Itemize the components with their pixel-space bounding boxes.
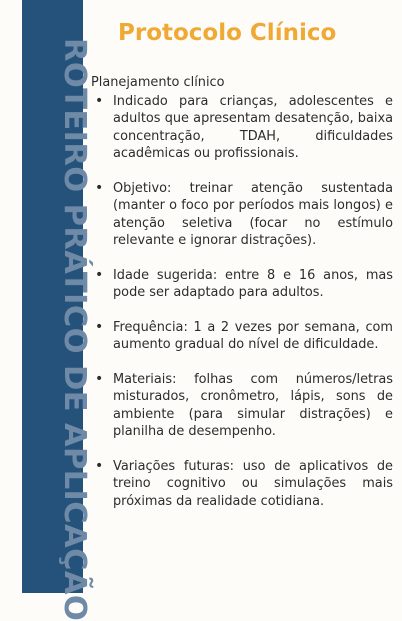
list-item-age: • Idade sugerida: entre 8 e 16 anos, mas pode ser adaptado para adultos. [91,267,393,302]
section-heading: Planejamento clínico [91,75,225,90]
sidebar-vertical-title: ROTEIRO PRÁTICO DE APLICAÇÃO [57,38,92,621]
page-title: Protocolo Clínico [118,20,337,46]
sidebar-band [22,0,92,621]
main-content [91,74,393,527]
bullet-list [91,93,393,511]
list-item-indication: • Indicado para crianças, adolescentes e adultos que apresentam desatenção, baixa concentração, TDAH, dificuldades acadêmicas ou profissionais. [91,93,393,163]
list-item-frequency: • Frequência: 1 a 2 vezes por semana, com aumento gradual do nível de dificuldade. [91,319,393,354]
list-item-materials: • Materiais: folhas com números/letras misturados, cronômetro, lápis, sons de ambiente (para simular distrações) e planilha de desempenho. [91,371,393,441]
list-item-variations: • Variações futuras: uso de aplicativos de treino cognitivo ou simulações mais próximas da realidade cotidiana. [91,458,393,511]
list-item-objective: • Objetivo: treinar atenção sustentada (manter o foco por períodos mais longos) e atenção seletiva (focar no estímulo relevante e ignorar distrações). [91,180,393,250]
